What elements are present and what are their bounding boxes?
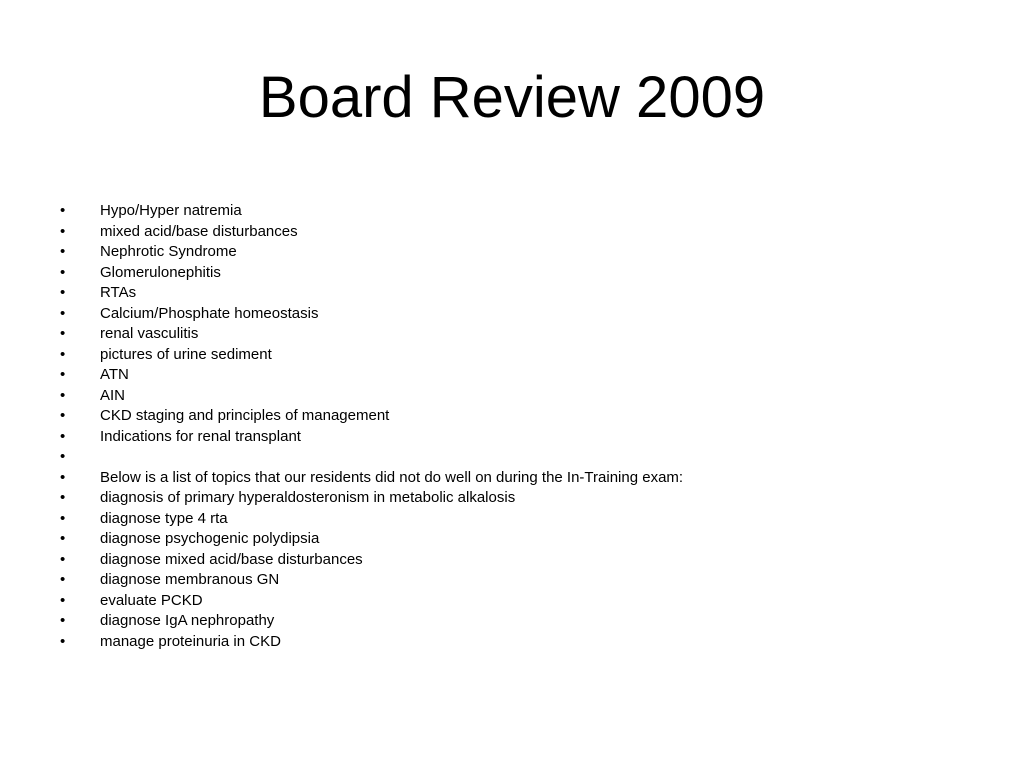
bullet-item: [60, 283, 683, 304]
bullet-marker: •: [60, 427, 66, 445]
bullet-marker: •: [60, 509, 66, 527]
bullet-marker: •: [60, 530, 66, 547]
bullet-text: diagnose membranous GN: [100, 571, 280, 588]
bullet-item: [60, 570, 683, 591]
bullet-item: [60, 222, 683, 243]
bullet-item: [60, 611, 683, 632]
bullet-item: [60, 529, 683, 550]
bullet-marker: •: [60, 325, 66, 342]
bullet-text: diagnose type 4 rta: [100, 509, 228, 527]
bullet-item: [60, 427, 683, 448]
bullet-marker: •: [60, 284, 66, 301]
bullet-item: [60, 201, 683, 222]
bullet-marker: •: [60, 304, 66, 322]
bullet-text: diagnosis of primary hyperaldosteronism in metabolic alkalosis: [100, 489, 516, 506]
bullet-marker: •: [60, 612, 66, 629]
bullet-marker: •: [60, 202, 66, 219]
bullet-item: [60, 406, 683, 427]
bullet-marker: •: [60, 550, 66, 568]
bullet-marker: •: [60, 632, 66, 650]
bullet-item: [60, 324, 683, 345]
bullet-marker: •: [60, 571, 66, 588]
bullet-text: manage proteinuria in CKD: [100, 632, 281, 650]
bullet-item: [60, 242, 683, 263]
bullet-text: renal vasculitis: [100, 325, 199, 342]
bullet-item: [60, 509, 683, 530]
bullet-text: diagnose IgA nephropathy: [100, 612, 275, 629]
bullet-text: diagnose psychogenic polydipsia: [100, 530, 320, 547]
bullet-text: Indications for renal transplant: [100, 427, 301, 445]
bullet-marker: •: [60, 386, 66, 404]
bullet-item: [60, 345, 683, 366]
bullet-text: pictures of urine sediment: [100, 345, 272, 363]
bullet-text: Below is a list of topics that our residents did not do well on during the In-Training exam:: [100, 468, 684, 486]
bullet-item: [60, 304, 683, 325]
bullet-marker: •: [60, 345, 66, 363]
bullet-marker: •: [60, 468, 66, 486]
bullet-marker: •: [60, 243, 66, 260]
bullet-item: [60, 263, 683, 284]
bullet-text: Nephrotic Syndrome: [100, 243, 237, 260]
bullet-marker: •: [60, 263, 66, 281]
bullet-text: RTAs: [100, 284, 137, 301]
bullet-item: [60, 468, 683, 489]
bullet-item: [60, 632, 683, 653]
bullet-text: ATN: [100, 366, 129, 383]
bullet-text: Glomerulonephitis: [100, 263, 221, 281]
bullet-marker: •: [60, 222, 66, 240]
bullet-item: [60, 365, 683, 386]
bullet-item: [60, 386, 683, 407]
bullet-text: CKD staging and principles of management: [100, 407, 390, 424]
bullet-marker: •: [60, 591, 66, 609]
bullet-item: [60, 591, 683, 612]
bullet-marker: •: [60, 489, 66, 506]
bullet-item: [60, 447, 683, 468]
bullet-marker: •: [60, 407, 66, 424]
bullet-text: diagnose mixed acid/base disturbances: [100, 550, 363, 568]
bullet-item: [60, 550, 683, 571]
bullet-marker: •: [60, 448, 66, 465]
bullet-text: Calcium/Phosphate homeostasis: [100, 304, 319, 322]
bullet-text: Hypo/Hyper natremia: [100, 202, 242, 219]
bullet-text: mixed acid/base disturbances: [100, 222, 298, 240]
bullet-list: [60, 201, 683, 652]
slide-title: Board Review 2009: [258, 65, 766, 130]
bullet-item: [60, 488, 683, 509]
bullet-text: AIN: [100, 386, 126, 404]
bullet-text: evaluate PCKD: [100, 591, 203, 609]
bullet-marker: •: [60, 366, 66, 383]
